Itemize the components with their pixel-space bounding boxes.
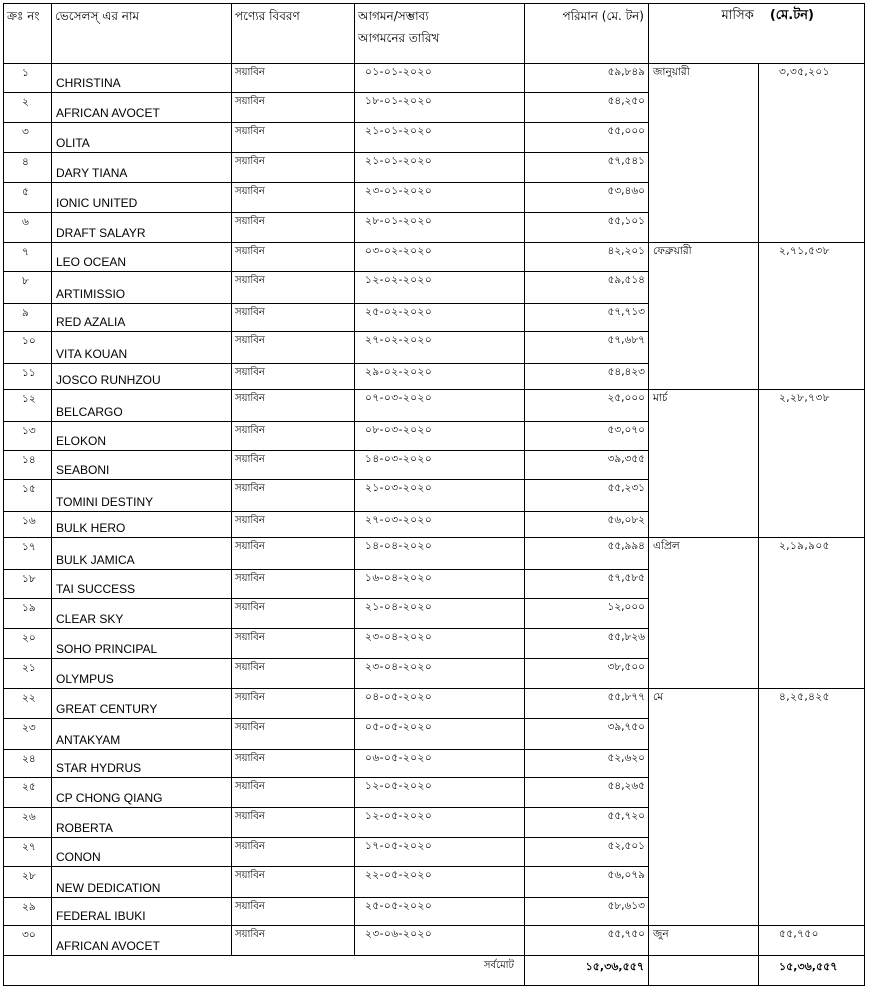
- product-cell: সয়াবিন: [232, 926, 355, 956]
- vessel-name-cell: RED AZALIA: [52, 304, 232, 332]
- month-label-cell: জানুয়ারী: [649, 64, 759, 243]
- grand-total-monthly: ১৫,৩৬,৫৫৭: [759, 956, 865, 986]
- serial-number-cell: ১১: [4, 364, 52, 390]
- vessel-name-cell: GREAT CENTURY: [52, 689, 232, 719]
- quantity-cell: ৫৪,২৫০: [525, 93, 649, 123]
- grand-total-empty-cell: [649, 956, 759, 986]
- product-cell: সয়াবিন: [232, 422, 355, 451]
- arrival-date-cell: ২১-০৩-২০২০: [355, 480, 525, 512]
- arrival-date-cell: ০৭-০৩-২০২০: [355, 390, 525, 422]
- serial-number-cell: ১৪: [4, 451, 52, 480]
- arrival-date-cell: ২১-০১-২০২০: [355, 153, 525, 183]
- product-cell: সয়াবিন: [232, 778, 355, 808]
- table-row: [4, 538, 865, 570]
- table-row: [4, 243, 865, 272]
- quantity-cell: ৫৯,৮৪৯: [525, 64, 649, 93]
- header-arrival-line2: আগমনের তারিখ: [358, 31, 440, 45]
- vessel-name-cell: BELCARGO: [52, 390, 232, 422]
- quantity-cell: ৫৫,২৩১: [525, 480, 649, 512]
- header-quantity: পরিমান (মে. টন): [525, 4, 649, 64]
- quantity-cell: ৫৬,০৭৯: [525, 867, 649, 898]
- arrival-date-cell: ২৭-০৩-২০২০: [355, 512, 525, 538]
- product-cell: সয়াবিন: [232, 153, 355, 183]
- serial-number-cell: ৪: [4, 153, 52, 183]
- arrival-date-cell: ১২-০২-২০২০: [355, 272, 525, 304]
- header-arrival-line1: আগমন/সম্ভাব্য: [358, 9, 429, 23]
- serial-number-cell: ১৯: [4, 599, 52, 629]
- quantity-cell: ৫৭,৫৪১: [525, 153, 649, 183]
- quantity-cell: ৫৭,৭১৩: [525, 304, 649, 332]
- product-cell: সয়াবিন: [232, 808, 355, 838]
- vessel-table-container: [3, 3, 865, 986]
- quantity-cell: ৫৭,৬৮৭: [525, 332, 649, 364]
- product-cell: সয়াবিন: [232, 64, 355, 93]
- month-label-cell: মার্চ: [649, 390, 759, 538]
- table-row: [4, 390, 865, 422]
- quantity-cell: ৫৫,৮৭৭: [525, 689, 649, 719]
- arrival-date-cell: ২১-০১-২০২০: [355, 123, 525, 153]
- product-cell: সয়াবিন: [232, 898, 355, 926]
- month-label-cell: ফেব্রুয়ারী: [649, 243, 759, 390]
- product-cell: সয়াবিন: [232, 243, 355, 272]
- grand-total-row: [4, 956, 865, 986]
- vessel-name-cell: ROBERTA: [52, 808, 232, 838]
- product-cell: সয়াবিন: [232, 689, 355, 719]
- table-row: [4, 926, 865, 956]
- quantity-cell: ৫২,৬২০: [525, 750, 649, 778]
- arrival-date-cell: ০৪-০৫-২০২০: [355, 689, 525, 719]
- quantity-cell: ৫৩,৪৬০: [525, 183, 649, 213]
- product-cell: সয়াবিন: [232, 123, 355, 153]
- product-cell: সয়াবিন: [232, 629, 355, 659]
- arrival-date-cell: ২১-০৪-২০২০: [355, 599, 525, 629]
- vessel-name-cell: SOHO PRINCIPAL: [52, 629, 232, 659]
- arrival-date-cell: ০৬-০৫-২০২০: [355, 750, 525, 778]
- header-monthly: [649, 4, 865, 64]
- product-cell: সয়াবিন: [232, 838, 355, 867]
- serial-number-cell: ২৯: [4, 898, 52, 926]
- serial-number-cell: ১৬: [4, 512, 52, 538]
- serial-number-cell: ৭: [4, 243, 52, 272]
- header-product: পণ্যের বিবরণ: [232, 4, 355, 64]
- vessel-name-cell: OLITA: [52, 123, 232, 153]
- arrival-date-cell: ০৩-০২-২০২০: [355, 243, 525, 272]
- vessel-name-cell: NEW DEDICATION: [52, 867, 232, 898]
- header-monthly-label: মাসিক: [721, 8, 754, 23]
- vessel-name-cell: LEO OCEAN: [52, 243, 232, 272]
- quantity-cell: ৩৯,৩৫৫: [525, 451, 649, 480]
- vessel-name-cell: DRAFT SALAYR: [52, 213, 232, 243]
- vessel-name-cell: STAR HYDRUS: [52, 750, 232, 778]
- vessel-name-cell: CHRISTINA: [52, 64, 232, 93]
- grand-total-quantity: ১৫,৩৬,৫৫৭: [525, 956, 649, 986]
- vessel-name-cell: ARTIMISSIO: [52, 272, 232, 304]
- month-total-cell: ২,৭১,৫৩৮: [759, 243, 865, 390]
- serial-number-cell: ৯: [4, 304, 52, 332]
- quantity-cell: ৩৮,৫০০: [525, 659, 649, 689]
- arrival-date-cell: ০১-০১-২০২০: [355, 64, 525, 93]
- quantity-cell: ৫৪,৪২৩: [525, 364, 649, 390]
- quantity-cell: ৪২,২০১: [525, 243, 649, 272]
- vessel-name-cell: CONON: [52, 838, 232, 867]
- quantity-cell: ৫৫,৯৯৪: [525, 538, 649, 570]
- vessel-name-cell: JOSCO RUNHZOU: [52, 364, 232, 390]
- product-cell: সয়াবিন: [232, 183, 355, 213]
- arrival-date-cell: ০৫-০৫-২০২০: [355, 719, 525, 750]
- serial-number-cell: ২৭: [4, 838, 52, 867]
- quantity-cell: ৫৯,৫১৪: [525, 272, 649, 304]
- product-cell: সয়াবিন: [232, 512, 355, 538]
- arrival-date-cell: ১৮-০১-২০২০: [355, 93, 525, 123]
- serial-number-cell: ৩০: [4, 926, 52, 956]
- vessel-name-cell: CLEAR SKY: [52, 599, 232, 629]
- arrival-date-cell: ২৫-০২-২০২০: [355, 304, 525, 332]
- quantity-cell: ৫৭,৫৮৫: [525, 570, 649, 599]
- serial-number-cell: ১৫: [4, 480, 52, 512]
- vessel-name-cell: BULK HERO: [52, 512, 232, 538]
- serial-number-cell: ২২: [4, 689, 52, 719]
- header-vessel-name: ভেসেলস্ এর নাম: [52, 4, 232, 64]
- serial-number-cell: ২৩: [4, 719, 52, 750]
- serial-number-cell: ২০: [4, 629, 52, 659]
- vessel-name-cell: CP CHONG QIANG: [52, 778, 232, 808]
- vessel-name-cell: TAI SUCCESS: [52, 570, 232, 599]
- quantity-cell: ৫৩,০৭০: [525, 422, 649, 451]
- quantity-cell: ৫৬,০৮২: [525, 512, 649, 538]
- serial-number-cell: ১৮: [4, 570, 52, 599]
- serial-number-cell: ৬: [4, 213, 52, 243]
- product-cell: সয়াবিন: [232, 570, 355, 599]
- quantity-cell: ১২,০০০: [525, 599, 649, 629]
- month-label-cell: এপ্রিল: [649, 538, 759, 689]
- arrival-date-cell: ২৫-০৫-২০২০: [355, 898, 525, 926]
- month-label-cell: জুন: [649, 926, 759, 956]
- vessel-name-cell: BULK JAMICA: [52, 538, 232, 570]
- quantity-cell: ৫৫,০০০: [525, 123, 649, 153]
- product-cell: সয়াবিন: [232, 213, 355, 243]
- vessel-name-cell: ELOKON: [52, 422, 232, 451]
- product-cell: সয়াবিন: [232, 719, 355, 750]
- arrival-date-cell: ২৮-০১-২০২০: [355, 213, 525, 243]
- vessel-name-cell: OLYMPUS: [52, 659, 232, 689]
- header-arrival-date: [355, 4, 525, 64]
- month-total-cell: ৪,২৫,৪২৫: [759, 689, 865, 926]
- product-cell: সয়াবিন: [232, 659, 355, 689]
- product-cell: সয়াবিন: [232, 93, 355, 123]
- vessel-name-cell: ANTAKYAM: [52, 719, 232, 750]
- serial-number-cell: ৩: [4, 123, 52, 153]
- product-cell: সয়াবিন: [232, 364, 355, 390]
- vessel-name-cell: VITA KOUAN: [52, 332, 232, 364]
- quantity-cell: ৩৯,৭৫০: [525, 719, 649, 750]
- arrival-date-cell: ২৩-০১-২০২০: [355, 183, 525, 213]
- product-cell: সয়াবিন: [232, 538, 355, 570]
- vessel-arrival-table: [3, 3, 865, 986]
- arrival-date-cell: ১২-০৫-২০২০: [355, 778, 525, 808]
- month-total-cell: ২,১৯,৯০৫: [759, 538, 865, 689]
- arrival-date-cell: ২৯-০২-২০২০: [355, 364, 525, 390]
- product-cell: সয়াবিন: [232, 390, 355, 422]
- arrival-date-cell: ০৮-০৩-২০২০: [355, 422, 525, 451]
- serial-number-cell: ২৬: [4, 808, 52, 838]
- serial-number-cell: ১৭: [4, 538, 52, 570]
- serial-number-cell: ৫: [4, 183, 52, 213]
- quantity-cell: ৫২,৫০১: [525, 838, 649, 867]
- vessel-name-cell: SEABONI: [52, 451, 232, 480]
- product-cell: সয়াবিন: [232, 480, 355, 512]
- arrival-date-cell: ২৩-০৬-২০২০: [355, 926, 525, 956]
- vessel-name-cell: DARY TIANA: [52, 153, 232, 183]
- quantity-cell: ৫৫,৭২০: [525, 808, 649, 838]
- product-cell: সয়াবিন: [232, 867, 355, 898]
- arrival-date-cell: ২৭-০২-২০২০: [355, 332, 525, 364]
- arrival-date-cell: ১২-০৫-২০২০: [355, 808, 525, 838]
- quantity-cell: ৫৫,৮২৬: [525, 629, 649, 659]
- month-total-cell: ৩,৩৫,২০১: [759, 64, 865, 243]
- arrival-date-cell: ১৭-০৫-২০২০: [355, 838, 525, 867]
- quantity-cell: ৫৮,৬১৩: [525, 898, 649, 926]
- grand-total-label: সর্বমোট: [4, 956, 525, 986]
- vessel-name-cell: TOMINI DESTINY: [52, 480, 232, 512]
- vessel-name-cell: AFRICAN AVOCET: [52, 93, 232, 123]
- serial-number-cell: ২: [4, 93, 52, 123]
- serial-number-cell: ১: [4, 64, 52, 93]
- vessel-name-cell: IONIC UNITED: [52, 183, 232, 213]
- table-body: [4, 64, 865, 986]
- arrival-date-cell: ১৪-০৩-২০২০: [355, 451, 525, 480]
- header-monthly-unit: (মে.টন): [769, 8, 814, 23]
- serial-number-cell: ২৮: [4, 867, 52, 898]
- arrival-date-cell: ২৩-০৪-২০২০: [355, 629, 525, 659]
- table-row: [4, 689, 865, 719]
- arrival-date-cell: ২৩-০৪-২০২০: [355, 659, 525, 689]
- table-row: [4, 64, 865, 93]
- product-cell: সয়াবিন: [232, 599, 355, 629]
- serial-number-cell: ২৫: [4, 778, 52, 808]
- product-cell: সয়াবিন: [232, 304, 355, 332]
- arrival-date-cell: ১৬-০৪-২০২০: [355, 570, 525, 599]
- month-total-cell: ২,২৮,৭৩৮: [759, 390, 865, 538]
- arrival-date-cell: ২২-০৫-২০২০: [355, 867, 525, 898]
- arrival-date-cell: ১৪-০৪-২০২০: [355, 538, 525, 570]
- quantity-cell: ২৫,০০০: [525, 390, 649, 422]
- vessel-name-cell: FEDERAL IBUKI: [52, 898, 232, 926]
- quantity-cell: ৫৫,৭৫০: [525, 926, 649, 956]
- quantity-cell: ৫৪,২৬৫: [525, 778, 649, 808]
- product-cell: সয়াবিন: [232, 750, 355, 778]
- serial-number-cell: ২১: [4, 659, 52, 689]
- serial-number-cell: ১০: [4, 332, 52, 364]
- product-cell: সয়াবিন: [232, 451, 355, 480]
- serial-number-cell: ২৪: [4, 750, 52, 778]
- quantity-cell: ৫৫,১০১: [525, 213, 649, 243]
- table-header-row: [4, 4, 865, 64]
- month-total-cell: ৫৫,৭৫০: [759, 926, 865, 956]
- serial-number-cell: ১২: [4, 390, 52, 422]
- serial-number-cell: ৮: [4, 272, 52, 304]
- header-serial: ক্রঃ নং: [4, 4, 52, 64]
- product-cell: সয়াবিন: [232, 332, 355, 364]
- product-cell: সয়াবিন: [232, 272, 355, 304]
- vessel-name-cell: AFRICAN AVOCET: [52, 926, 232, 956]
- month-label-cell: মে: [649, 689, 759, 926]
- serial-number-cell: ১৩: [4, 422, 52, 451]
